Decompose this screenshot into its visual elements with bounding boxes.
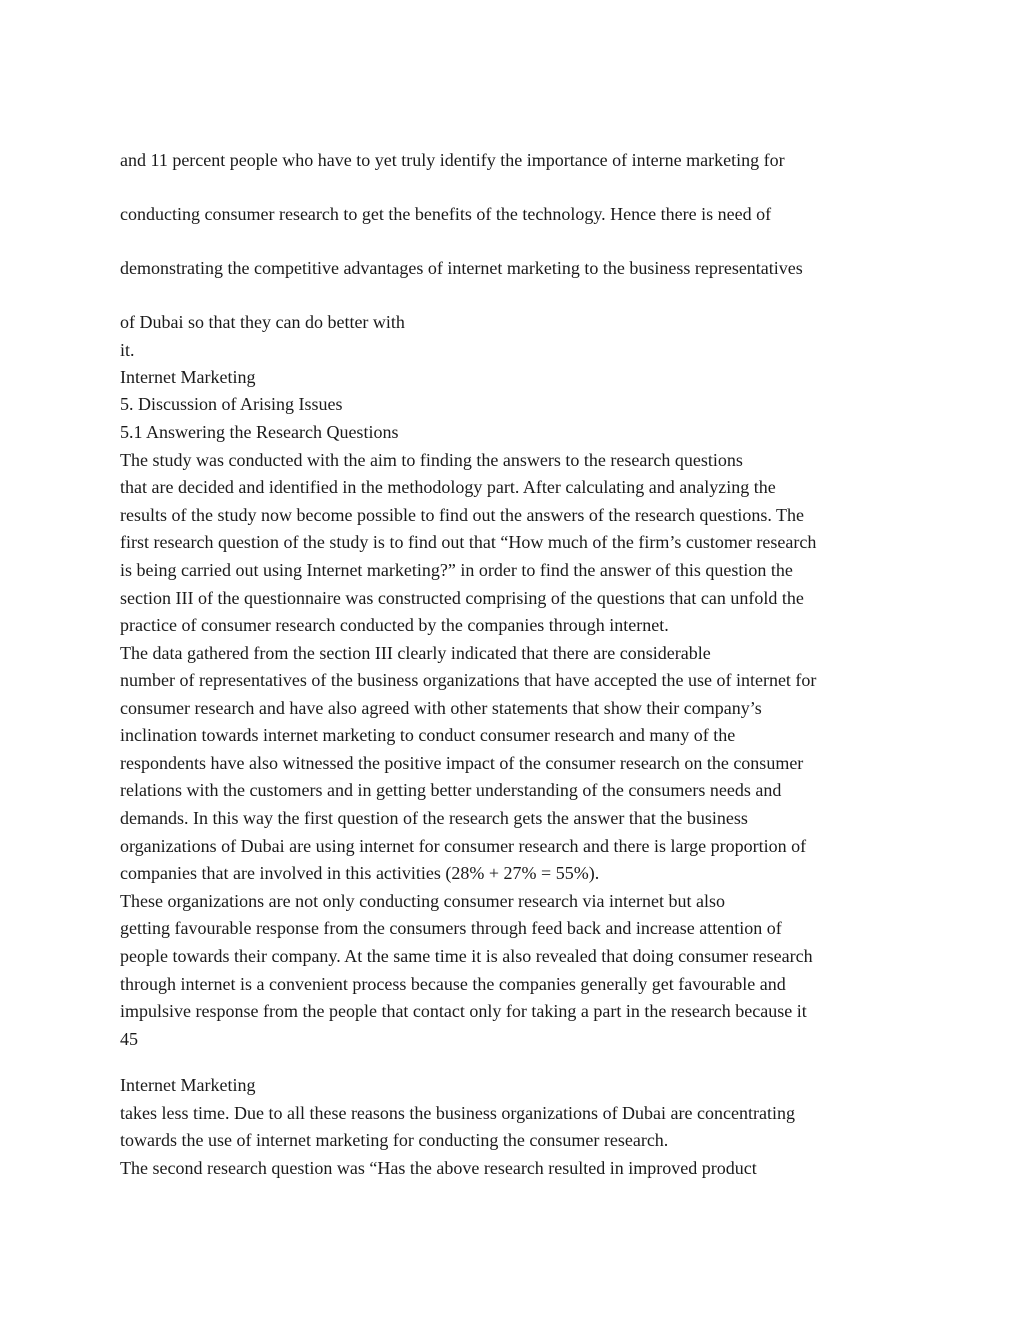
text-line: demonstrating the competitive advantages of internet marketing to the business representatives — [120, 258, 803, 278]
text-line: respondents have also witnessed the positive impact of the consumer research on the consumer — [120, 753, 804, 773]
text-line: is being carried out using Internet marketing?” in order to find the answer of this question the — [120, 560, 793, 580]
text-line: and 11 percent people who have to yet truly identify the importance of interne marketing for — [120, 150, 785, 170]
text-line: getting favourable response from the consumers through feed back and increase attention of — [120, 918, 782, 938]
text-line: These organizations are not only conducting consumer research via internet but also — [120, 891, 725, 911]
text-line: conducting consumer research to get the benefits of the technology. Hence there is need of — [120, 204, 772, 224]
text-line: consumer research and have also agreed with other statements that show their company’s — [120, 698, 762, 718]
text-line: through internet is a convenient process because the companies generally get favourable and — [120, 974, 786, 994]
text-line: number of representatives of the business organizations that have accepted the use of internet for — [120, 670, 817, 690]
text-line: that are decided and identified in the methodology part. After calculating and analyzing the — [120, 477, 776, 497]
text-line: people towards their company. At the same time it is also revealed that doing consumer research — [120, 946, 813, 966]
text-line: results of the study now become possible to find out the answers of the research questions. The — [120, 505, 805, 525]
text-line: companies that are involved in this activities (28% + 27% = 55%). — [120, 863, 600, 883]
running-header: Internet Marketing — [120, 367, 256, 387]
text-line: relations with the customers and in getting better understanding of the consumers needs and — [120, 780, 782, 800]
subsection-heading: 5.1 Answering the Research Questions — [120, 422, 399, 442]
text-line: inclination towards internet marketing to conduct consumer research and many of the — [120, 725, 736, 745]
text-line: towards the use of internet marketing for conducting the consumer research. — [120, 1130, 669, 1150]
text-line: The second research question was “Has the above research resulted in improved product — [120, 1158, 757, 1178]
text-line: first research question of the study is to find out that “How much of the firm’s customer research — [120, 532, 817, 552]
text-line: organizations of Dubai are using internet for consumer research and there is large proportion of — [120, 836, 807, 856]
running-header: Internet Marketing — [120, 1075, 256, 1095]
text-line: practice of consumer research conducted by the companies through internet. — [120, 615, 669, 635]
text-line: of Dubai so that they can do better with — [120, 312, 405, 332]
text-line: The data gathered from the section III clearly indicated that there are considerable — [120, 643, 711, 663]
text-line: it. — [120, 340, 135, 360]
text-line: section III of the questionnaire was constructed comprising of the questions that can unfold the — [120, 588, 804, 608]
page-number: 45 — [120, 1029, 138, 1049]
text-line: takes less time. Due to all these reasons the business organizations of Dubai are concentrating — [120, 1103, 795, 1123]
section-heading: 5. Discussion of Arising Issues — [120, 394, 343, 414]
text-line: demands. In this way the first question of the research gets the answer that the business — [120, 808, 748, 828]
text-line: impulsive response from the people that contact only for taking a part in the research because it — [120, 1001, 807, 1021]
text-line: The study was conducted with the aim to finding the answers to the research questions — [120, 450, 743, 470]
